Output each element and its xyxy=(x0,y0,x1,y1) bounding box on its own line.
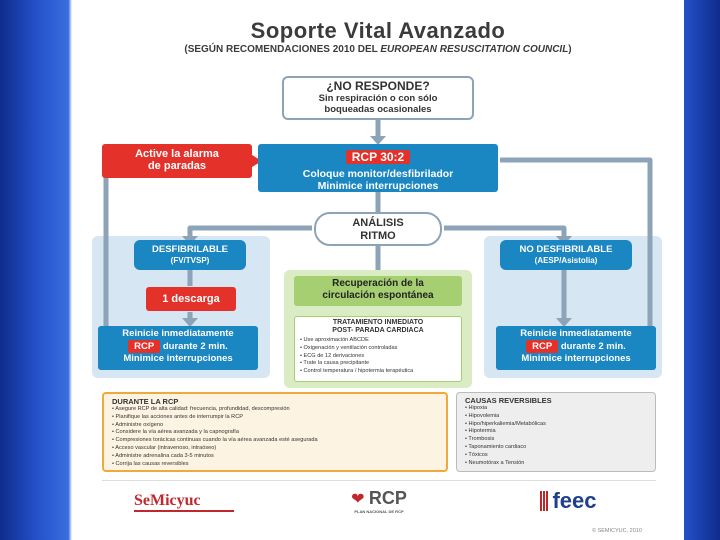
algorithm-poster xyxy=(72,0,684,540)
connector-analysis-shock xyxy=(190,228,312,240)
rosc-box xyxy=(294,276,462,306)
no-response-box xyxy=(282,76,474,120)
page-title: Soporte Vital Avanzado xyxy=(250,18,506,43)
reversible-causes-box xyxy=(456,392,656,472)
rcp-logo xyxy=(334,488,424,524)
shockable-sub: (FV/TVSP) xyxy=(170,256,210,265)
resume-left-line3: Minimice interrupciones xyxy=(123,353,233,364)
resume-left-badge: RCP xyxy=(128,340,160,353)
reversible-cause-item: • Hipotermia xyxy=(465,428,496,435)
alarm-line1: Active la alarma xyxy=(135,148,219,160)
resume-right-line2: RCP durante 2 min. xyxy=(496,340,656,353)
post-arrest-title1: TRATAMIENTO INMEDIATO xyxy=(332,319,424,326)
resume-cpr-right-box xyxy=(496,326,656,370)
post-arrest-item: • Trate la causa precipitante xyxy=(300,360,370,367)
no-response-line1: Sin respiración o con sólo xyxy=(318,93,438,104)
resume-left-line1: Reinicie inmediatamente xyxy=(122,328,234,339)
during-cpr-item: • Administre adrenalina cada 3-5 minutos xyxy=(112,452,214,459)
nonshockable-sub: (AESP/Asistolia) xyxy=(534,256,598,265)
during-cpr-item: • Planifique las acciones antes de interrumpir la RCP xyxy=(112,413,243,420)
during-cpr-item: • Compresiones torácicas continuas cuando la vía aérea avanzada esté asegurada xyxy=(112,437,318,444)
reversible-cause-item: • Hipo/hiperkaliemia/Metabólicas xyxy=(465,420,546,427)
semicyuc-logo xyxy=(134,492,244,520)
resume-left-line2: RCP durante 2 min. xyxy=(98,340,258,353)
during-cpr-item: • Administre oxígeno xyxy=(112,421,164,428)
one-shock-box: 1 descarga xyxy=(146,287,236,311)
reversible-causes-title: CAUSAS REVERSIBLES xyxy=(465,396,552,405)
cpr-line1: Coloque monitor/desfibrilador xyxy=(302,168,454,180)
shockable-box xyxy=(134,240,246,270)
post-arrest-item: • Control temperatura / hipotermia terapéutica xyxy=(300,368,414,375)
resume-cpr-left-box xyxy=(98,326,258,370)
post-arrest-item: • ECG de 12 derivaciones xyxy=(300,352,365,359)
feec-logo xyxy=(540,488,620,522)
post-arrest-item: • Use aproximación ABCDE xyxy=(300,337,369,343)
during-cpr-title: DURANTE LA RCP xyxy=(112,397,179,406)
during-cpr-item: • Asegure RCP de alta calidad: frecuencia, profundidad, descompresión xyxy=(112,406,290,412)
rhythm-analysis-box xyxy=(314,212,442,246)
footer-divider xyxy=(102,480,656,481)
semicyuc-logo-bar xyxy=(134,510,234,512)
alarm-line2: de paradas xyxy=(147,160,207,172)
analysis-line1: ANÁLISIS xyxy=(352,217,404,229)
shockable-title: DESFIBRILABLE xyxy=(152,244,228,255)
connector-analysis-nonshock xyxy=(444,228,564,240)
reversible-cause-item: • Trombosis xyxy=(465,436,495,443)
semicyuc-logo-text: SeMicyuc xyxy=(134,492,201,509)
reversible-cause-item: • Hipoxia xyxy=(465,405,488,411)
during-cpr-list xyxy=(112,406,438,468)
rcp-logo-text: RCP xyxy=(368,488,407,508)
feec-logo-text: feec xyxy=(552,488,597,513)
during-cpr-box xyxy=(102,392,448,472)
cpr-badge: RCP 30:2 xyxy=(346,150,410,164)
resume-right-line3: Minimice interrupciones xyxy=(521,353,631,364)
during-cpr-item: • Corrija las causas reversibles xyxy=(112,460,189,467)
reversible-cause-item: • Tóxicos xyxy=(465,451,488,458)
rcp-logo-sub: PLAN NACIONAL DE RCP xyxy=(354,509,404,514)
no-response-question: ¿NO RESPONDE? xyxy=(326,79,430,93)
rosc-line1: Recuperación de la xyxy=(332,278,424,289)
post-arrest-item: • Oxigenación y ventilación controladas xyxy=(300,344,398,351)
during-cpr-item: • Acceso vascular (intravenoso, intraóseo) xyxy=(112,444,217,451)
nonshockable-box xyxy=(500,240,632,270)
analysis-line2: RITMO xyxy=(360,230,396,242)
reversible-cause-item: • Taponamiento cardiaco xyxy=(465,443,527,450)
no-response-line2: boqueadas ocasionales xyxy=(324,104,432,115)
reversible-cause-item: • Hipovolemia xyxy=(465,412,500,419)
copyright: © SEMICYUC, 2010 xyxy=(592,528,642,534)
post-arrest-box xyxy=(294,316,462,382)
reversible-cause-item: • Neumotórax a Tensión xyxy=(465,459,525,466)
cpr-line2: Minimice interrupciones xyxy=(317,180,439,192)
reversible-causes-list xyxy=(465,405,647,467)
rosc-line2: circulación espontánea xyxy=(322,290,434,301)
activate-alarm-box xyxy=(102,144,252,178)
during-cpr-item: • Considere la vía aérea avanzada y la capnografía xyxy=(112,429,239,436)
heart-icon: ❤ xyxy=(351,491,365,508)
nonshockable-title: NO DESFIBRILABLE xyxy=(519,244,613,255)
post-arrest-list xyxy=(300,337,456,376)
page-subtitle: (SEGÚN RECOMENDACIONES 2010 DEL EUROPEAN RESUSCITATION COUNCIL) xyxy=(184,44,572,55)
resume-right-line1: Reinicie inmediatamente xyxy=(520,328,632,339)
cpr-box xyxy=(258,144,498,192)
resume-right-badge: RCP xyxy=(526,340,558,353)
post-arrest-title2: POST- PARADA CARDIACA xyxy=(332,327,424,334)
feec-bars-icon xyxy=(540,491,548,511)
